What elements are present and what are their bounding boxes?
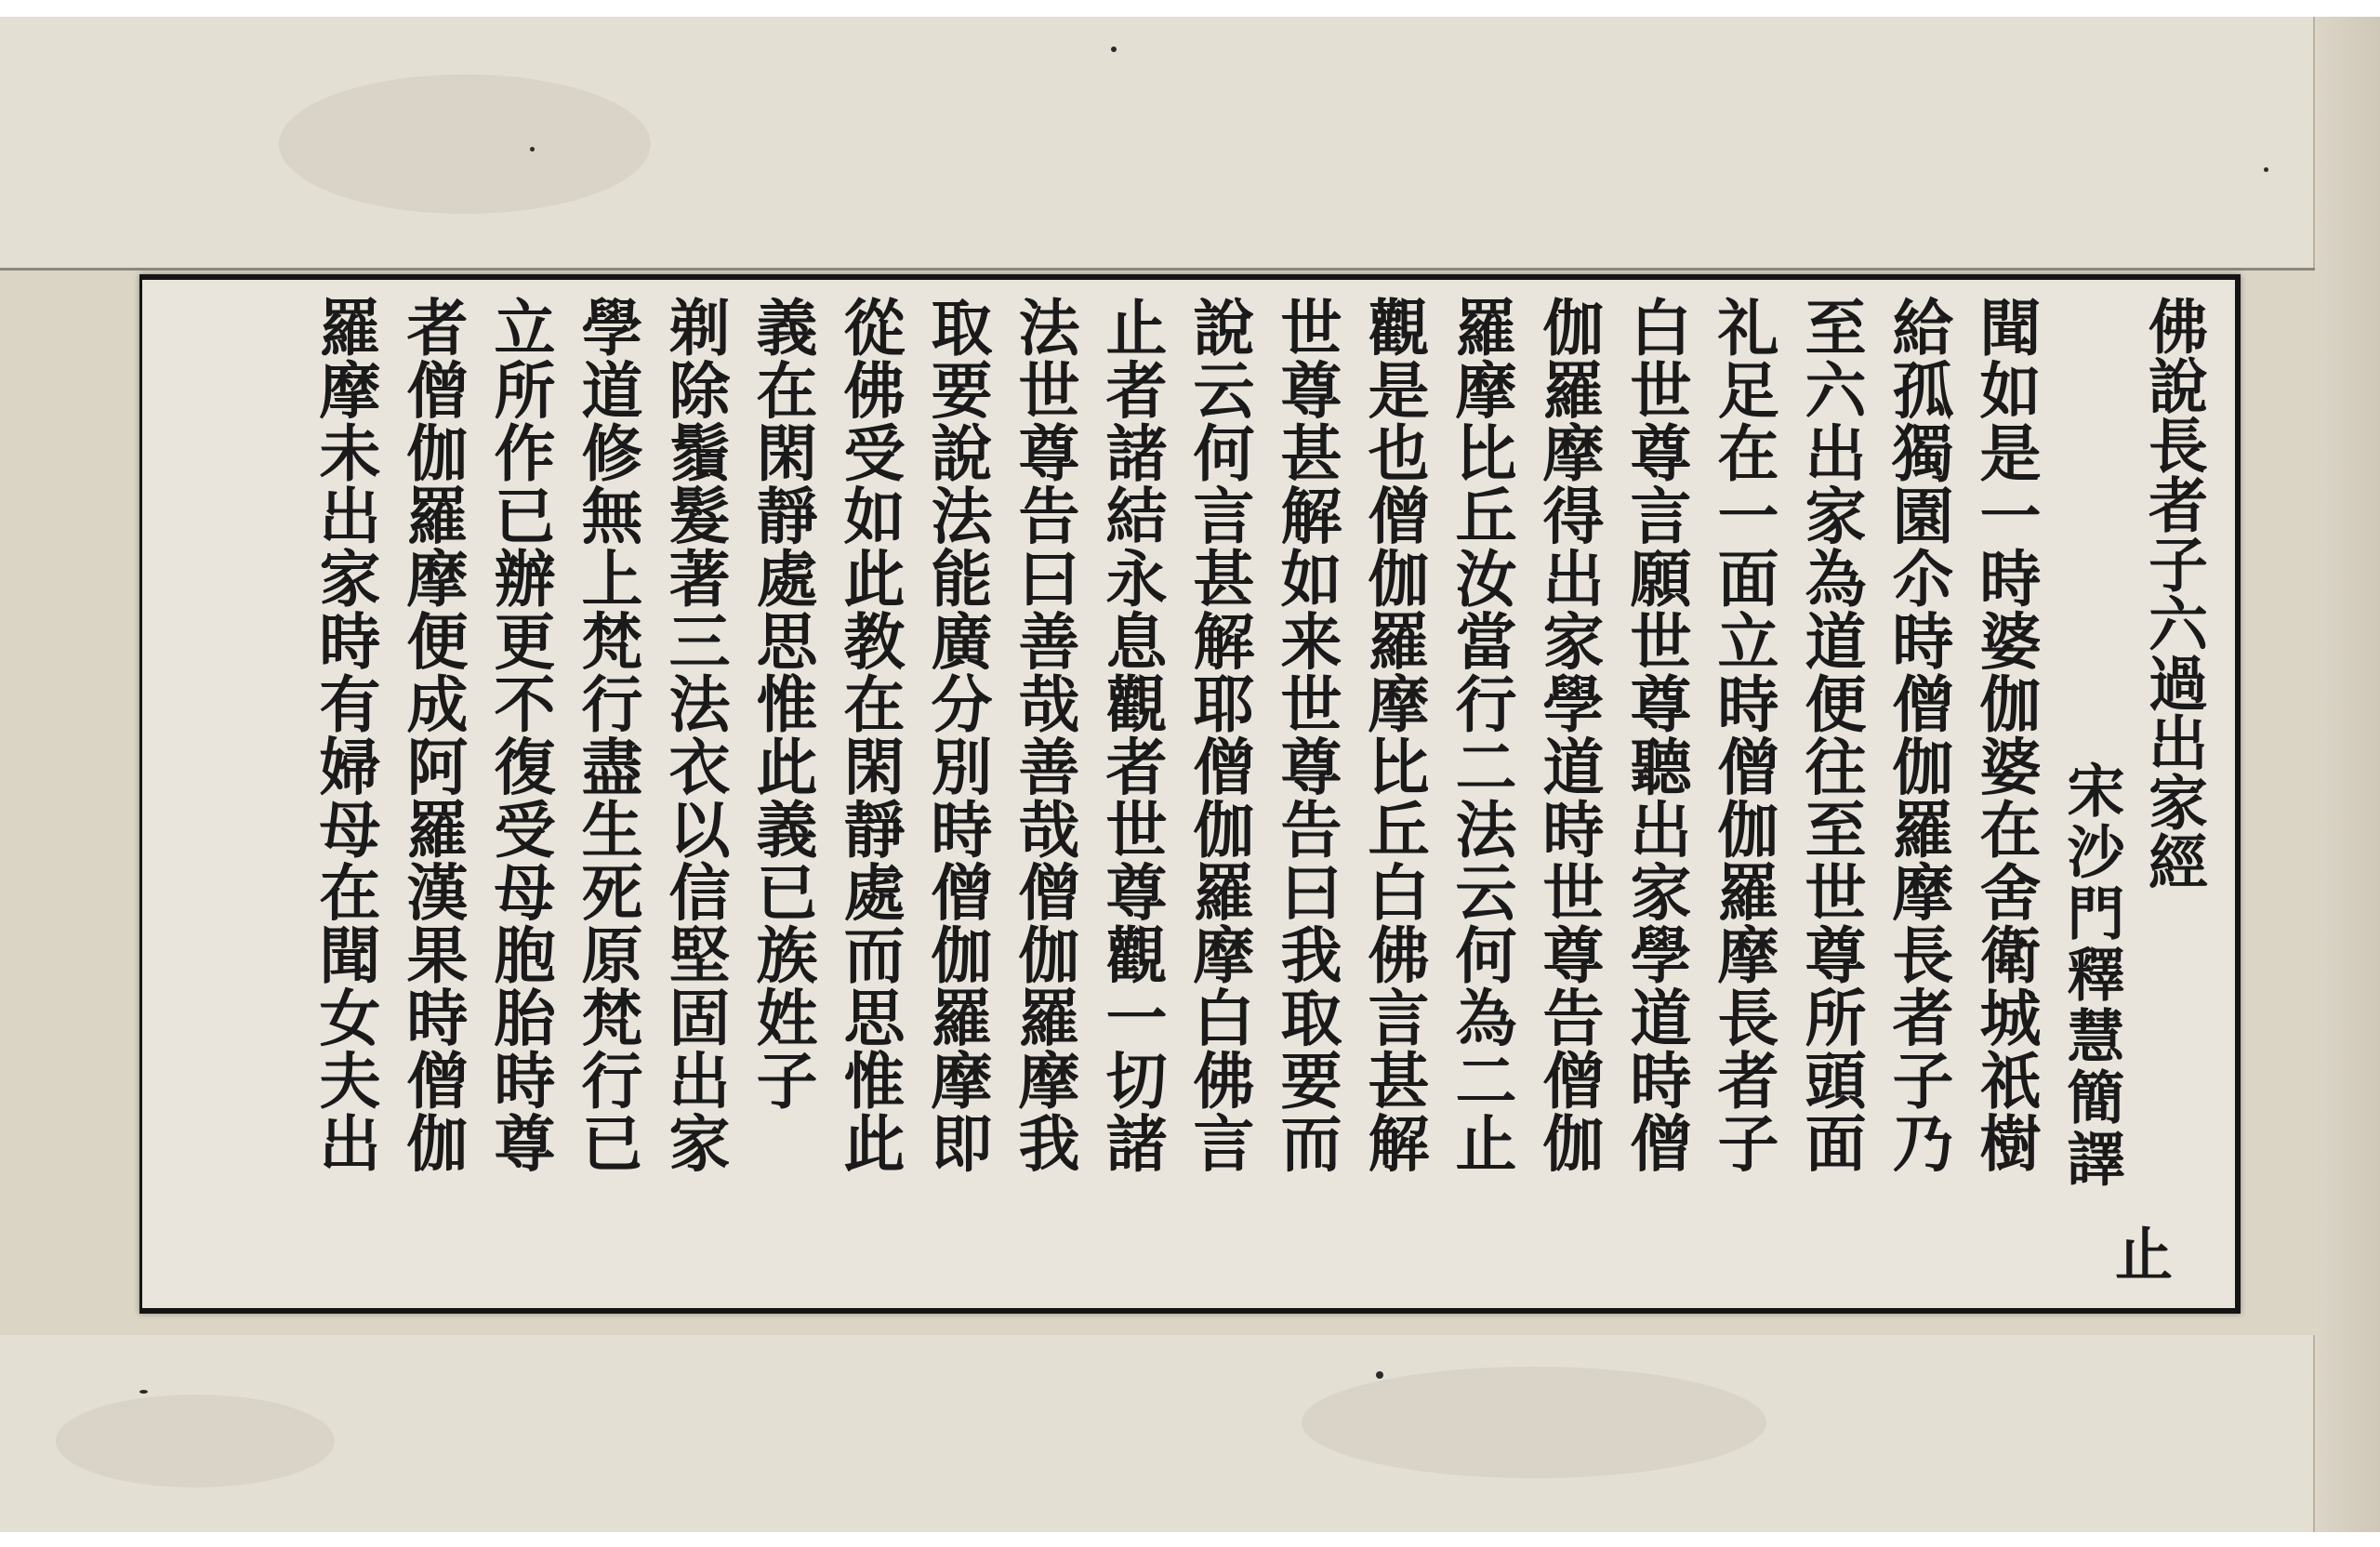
text-column-15: 義在閑靜處思惟此義已族姓子 (746, 296, 818, 1112)
text-column-14: 從佛受如此教在閑靜處而思惟此 (833, 296, 906, 1174)
ink-speck (1376, 1371, 1383, 1379)
text-column-6: 伽羅摩得出家學道時世尊告僧伽 (1532, 296, 1605, 1174)
text-column-8: 觀是也僧伽羅摩比丘白佛言甚解 (1357, 296, 1430, 1174)
text-column-11: 止者諸結永息觀者世尊觀一切諸 (1095, 296, 1168, 1174)
paper-stain (279, 74, 651, 214)
text-column-9: 世尊甚解如来世尊告曰我取要而 (1270, 296, 1342, 1174)
translator-line: 宋沙門釋慧簡譯 (2057, 760, 2125, 1190)
text-column-19: 者僧伽羅摩便成阿羅漢果時僧伽 (396, 296, 469, 1174)
book-spine (2313, 17, 2380, 1532)
volume-marker: 止 (2115, 1221, 2174, 1289)
text-column-13: 取要說法能廣分別時僧伽羅摩即 (920, 296, 993, 1174)
text-column-7: 羅摩比丘汝當行二法云何為二止 (1445, 296, 1517, 1174)
text-column-10: 說云何言甚解耶僧伽羅摩白佛言 (1183, 296, 1255, 1174)
text-column-4: 礼足在一面立時僧伽羅摩長者子 (1707, 296, 1779, 1174)
ink-speck (2264, 167, 2268, 172)
text-column-20: 羅摩未出家時有婦母在聞女夫出 (309, 296, 381, 1174)
text-column-3: 至六出家為道便往至世尊所頭面 (1794, 296, 1867, 1174)
ink-speck (1111, 46, 1117, 52)
sutra-title: 佛說長者子六過出家經 (2138, 296, 2208, 891)
text-column-18: 立所作已辦更不復受母胞胎時尊 (483, 296, 556, 1174)
text-column-16: 剃除鬚髮著三法衣以信堅固出家 (658, 296, 731, 1174)
ink-speck (139, 1390, 148, 1394)
text-column-12: 法世尊告曰善哉善哉僧伽羅摩我 (1008, 296, 1080, 1174)
text-column-1: 聞如是一時婆伽婆在舍衛城祇樹 (1969, 296, 2042, 1174)
paper-stain (1302, 1367, 1766, 1478)
text-column-17: 學道修無上梵行盡生死原梵行已 (571, 296, 643, 1174)
text-column-5: 白世尊言願世尊聽出家學道時僧 (1620, 296, 1692, 1174)
ink-speck (530, 147, 535, 152)
sutra-text-block (167, 296, 2222, 1295)
paper-stain (56, 1395, 335, 1488)
text-column-2: 給孤獨園尒時僧伽羅摩長者子乃 (1882, 296, 1954, 1174)
